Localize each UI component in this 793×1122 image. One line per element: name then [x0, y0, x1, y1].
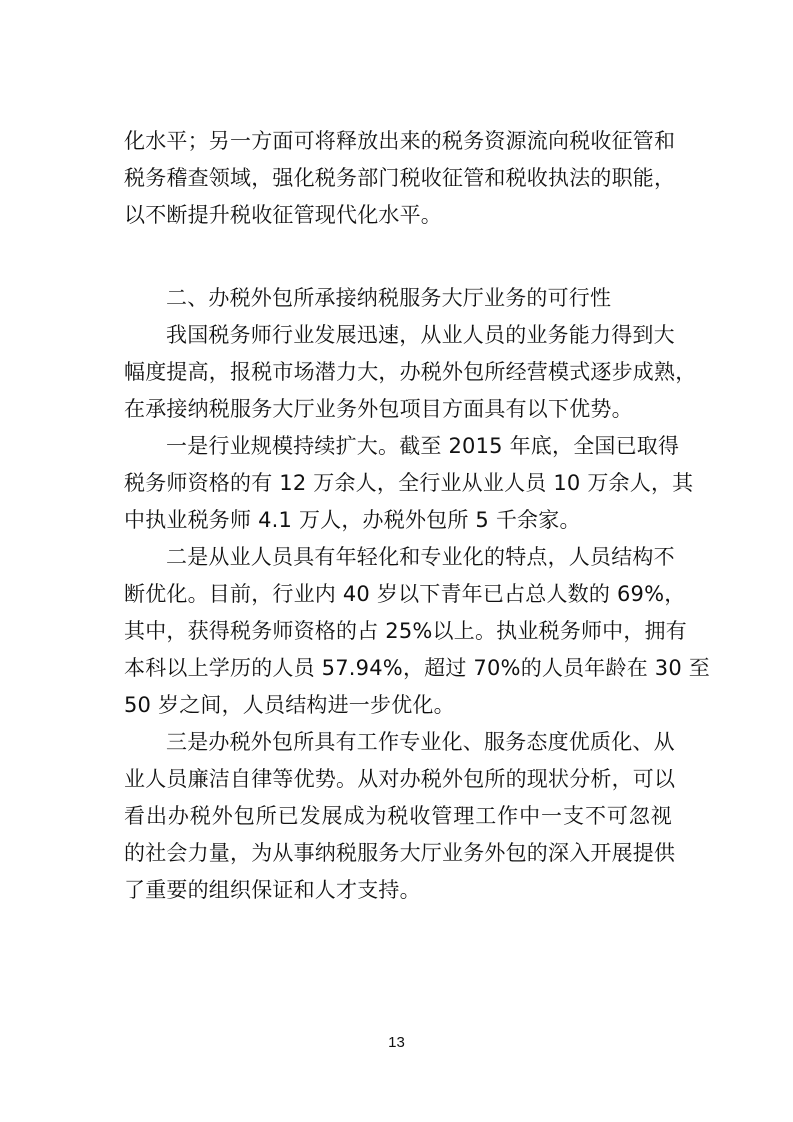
- intro-paragraph: [124, 317, 697, 428]
- paragraph-line: 税务师资格的有 12 万余人，全行业从业人员 10 万余人，其: [124, 471, 694, 495]
- paragraph-line: 的社会力量，为从事纳税服务大厅业务外包的深入开展提供: [124, 841, 676, 865]
- paragraph-line: 其中，获得税务师资格的占 25%以上。执业税务师中，拥有: [124, 619, 687, 643]
- section-heading: 二、办税外包所承接纳税服务大厅业务的可行性: [166, 286, 612, 310]
- paragraph-line: 业人员廉洁自律等优势。从对办税外包所的现状分析，可以: [124, 767, 676, 791]
- paragraph-line: 看出办税外包所已发展成为税收管理工作中一支不可忽视: [124, 804, 672, 828]
- paragraph-line: 50 岁之间，人员结构进一步优化。: [124, 693, 455, 717]
- paragraph-line: 了重要的组织保证和人才支持。: [124, 878, 421, 902]
- paragraph-line: 以不断提升税收征管现代化水平。: [124, 203, 442, 227]
- paragraph-line: 中执业税务师 4.1 万人，办税外包所 5 千余家。: [124, 508, 581, 532]
- body-text: [124, 123, 710, 909]
- paragraph-line: 我国税务师行业发展迅速，从业人员的业务能力得到大: [166, 323, 675, 347]
- paragraph-line: 化水平；另一方面可将释放出来的税务资源流向税收征管和: [124, 129, 676, 153]
- paragraph-line: 一是行业规模持续扩大。截至 2015 年底，全国已取得: [166, 434, 680, 458]
- paragraph-line: 税务稽查领域，强化税务部门税收征管和税收执法的职能，: [124, 166, 676, 190]
- paragraph-line: 三是办税外包所具有工作专业化、服务态度优质化、从: [166, 730, 675, 754]
- page-number: 13: [388, 1034, 405, 1051]
- point-one-paragraph: [124, 428, 694, 539]
- paragraph-gap: [124, 234, 672, 280]
- paragraph-line: 在承接纳税服务大厅业务外包项目方面具有以下优势。: [124, 397, 633, 421]
- point-three-paragraph: [124, 724, 676, 909]
- paragraph-line: 断优化。目前，行业内 40 岁以下青年已占总人数的 69%，: [124, 582, 686, 606]
- paragraph-line: 幅度提高，报税市场潜力大，办税外包所经营模式逐步成熟，: [124, 360, 697, 384]
- point-two-paragraph: [124, 539, 710, 724]
- paragraph-line: 本科以上学历的人员 57.94%，超过 70%的人员年龄在 30 至: [124, 656, 710, 680]
- paragraph-line: 二是从业人员具有年轻化和专业化的特点，人员结构不: [166, 545, 675, 569]
- continued-paragraph: [124, 123, 676, 234]
